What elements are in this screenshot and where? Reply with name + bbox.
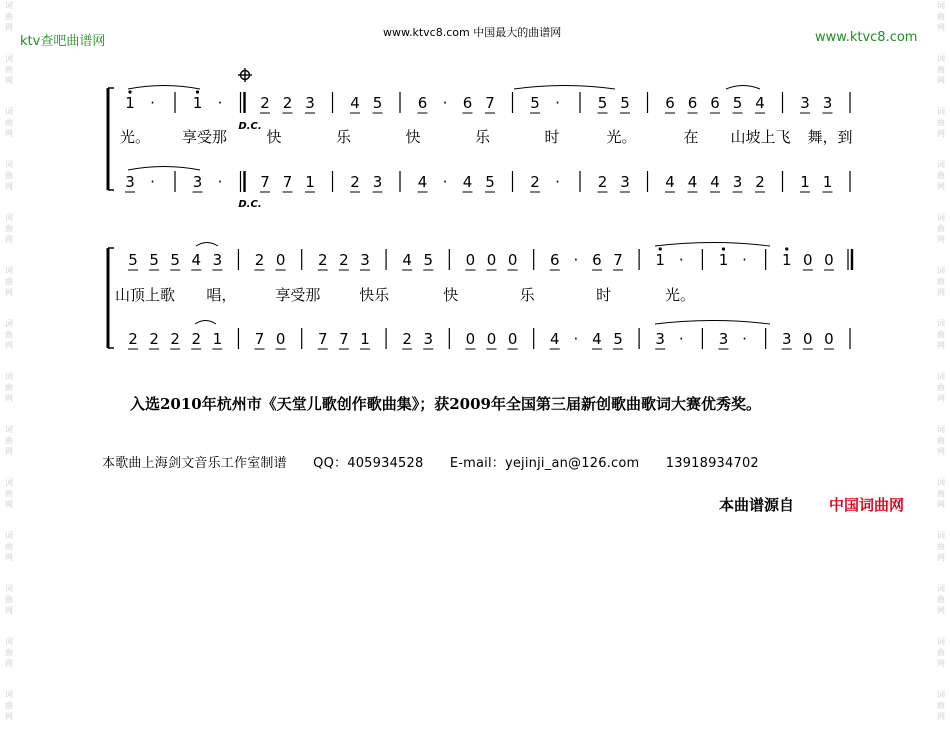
note: 5	[149, 251, 159, 269]
watermark-glyph: 曲	[5, 648, 13, 657]
watermark-glyph: 网	[937, 500, 945, 509]
watermark-glyph: 曲	[937, 118, 945, 127]
note-dot: ·	[217, 173, 223, 191]
note-dot: ·	[217, 94, 223, 112]
note: 3	[212, 251, 223, 269]
note: 2	[339, 251, 349, 269]
note: 0	[275, 330, 286, 348]
note: 7	[282, 173, 293, 191]
note: 2	[755, 173, 765, 191]
watermark-glyph: 网	[5, 76, 13, 85]
note: 1	[655, 251, 665, 269]
note: 2	[282, 94, 293, 112]
watermark-glyph: 网	[937, 447, 945, 456]
watermark-glyph: 词	[937, 319, 945, 328]
credits-qq: QQ：405934528	[313, 456, 424, 471]
watermark-glyph: 词	[5, 690, 13, 699]
note-dot: ·	[573, 330, 579, 348]
watermark-glyph: 曲	[937, 383, 945, 392]
watermark-glyph: 曲	[937, 330, 945, 339]
note: 0	[486, 330, 497, 348]
source-prefix: 本曲谱源自	[719, 496, 795, 514]
watermark-glyph: 网	[937, 235, 945, 244]
note: 2	[149, 330, 159, 348]
credits-line	[102, 452, 781, 471]
lyric: 时	[544, 128, 560, 146]
note: 0	[803, 330, 813, 348]
watermark-glyph: 网	[937, 553, 945, 562]
note: 2	[128, 330, 138, 348]
watermark-glyph: 网	[5, 553, 13, 562]
lyric: 光。	[606, 128, 637, 146]
watermark-glyph: 词	[5, 319, 13, 328]
note: 7	[318, 330, 328, 348]
note: 2	[597, 173, 608, 191]
watermark-glyph: 词	[5, 637, 13, 646]
high-octave-dot	[785, 247, 788, 250]
note: 2	[402, 330, 412, 348]
watermark-glyph: 词	[5, 160, 13, 169]
watermark-glyph: 曲	[937, 542, 945, 551]
note: 5	[372, 94, 383, 112]
note: 0	[824, 330, 834, 348]
note-dot: ·	[442, 94, 448, 112]
note: 5	[128, 251, 138, 269]
note: 4	[665, 173, 675, 191]
watermark-glyph: 网	[937, 712, 945, 721]
watermark-glyph: 词	[937, 584, 945, 593]
note: 3	[360, 251, 370, 269]
watermark-glyph: 词	[5, 425, 13, 434]
note: 2	[254, 251, 265, 269]
note: 1	[718, 251, 729, 269]
dc-mark: D.C.	[238, 199, 262, 210]
note: 5	[613, 330, 623, 348]
lyric: 快	[405, 128, 421, 146]
high-octave-dot	[128, 90, 131, 93]
watermark-glyph: 网	[937, 394, 945, 403]
note: 0	[803, 251, 813, 269]
note: 6	[687, 94, 698, 112]
watermark-glyph: 网	[937, 182, 945, 191]
watermark-glyph: 网	[5, 500, 13, 509]
note: 0	[507, 251, 518, 269]
note: 3	[800, 94, 810, 112]
high-octave-dot	[722, 247, 725, 250]
slur	[196, 243, 218, 247]
slur	[655, 321, 770, 325]
watermark-glyph: 曲	[5, 277, 13, 286]
lyric: 舞，到	[807, 128, 853, 146]
note: 1	[360, 330, 370, 348]
note: 5	[530, 94, 540, 112]
watermark-glyph: 网	[5, 341, 13, 350]
watermark-glyph: 网	[937, 129, 945, 138]
watermark-glyph: 曲	[5, 330, 13, 339]
note: 1	[192, 94, 203, 112]
watermark-glyph: 词	[5, 266, 13, 275]
note: 5	[597, 94, 608, 112]
note: 3	[655, 330, 665, 348]
watermark-glyph: 曲	[5, 542, 13, 551]
lyric: 乐	[474, 128, 491, 146]
watermark-glyph: 词	[5, 584, 13, 593]
note: 6	[462, 94, 473, 112]
note: 2	[170, 330, 180, 348]
note: 1	[800, 173, 810, 191]
slur	[195, 321, 216, 325]
note: 4	[592, 330, 602, 348]
note-dot: ·	[442, 173, 448, 191]
source-site-link[interactable]: 中国词曲网	[829, 496, 905, 514]
note: 0	[275, 251, 286, 269]
watermark-glyph: 曲	[5, 701, 13, 710]
note: 0	[465, 330, 476, 348]
note: 3	[192, 173, 203, 191]
watermark-glyph: 网	[5, 394, 13, 403]
note-dot: ·	[678, 251, 684, 269]
slur	[726, 86, 760, 90]
note-dot: ·	[150, 94, 155, 112]
note: 3	[125, 173, 135, 191]
note-dot: ·	[150, 173, 155, 191]
note: 1	[212, 330, 223, 348]
watermark-glyph: 网	[937, 288, 945, 297]
note-dot: ·	[678, 330, 684, 348]
note: 5	[485, 173, 495, 191]
watermark-glyph: 词	[5, 107, 13, 116]
watermark-glyph: 曲	[937, 65, 945, 74]
slur	[514, 86, 615, 90]
watermark-glyph: 网	[5, 129, 13, 138]
high-octave-dot	[196, 90, 199, 93]
watermark-glyph: 曲	[937, 171, 945, 180]
watermark-glyph: 词	[937, 160, 945, 169]
watermark-glyph: 词	[937, 266, 945, 275]
lyric: 在	[683, 128, 699, 146]
watermark-glyph: 词	[937, 690, 945, 699]
watermark-glyph: 词	[937, 478, 945, 487]
watermark-glyph: 曲	[5, 224, 13, 233]
watermark-glyph: 网	[937, 76, 945, 85]
watermark-glyph: 曲	[5, 65, 13, 74]
credits-email[interactable]: E-mail：yejinji_an@126.com	[449, 456, 640, 471]
watermark-glyph: 曲	[5, 171, 13, 180]
watermark-glyph: 曲	[5, 12, 13, 21]
watermark-glyph: 词	[937, 372, 945, 381]
watermark-glyph: 词	[5, 372, 13, 381]
dc-mark: D.C.	[238, 121, 262, 132]
lyric: 享受那	[181, 128, 228, 146]
watermark-glyph: 曲	[937, 12, 945, 21]
high-octave-dot	[659, 247, 662, 250]
note: 1	[822, 173, 833, 191]
slur	[128, 167, 200, 171]
watermark-glyph: 网	[5, 659, 13, 668]
watermark-glyph: 词	[5, 54, 13, 63]
watermark-glyph: 网	[5, 235, 13, 244]
note: 1	[305, 173, 315, 191]
note: 5	[620, 94, 630, 112]
site-banner[interactable]: www.ktvc8.com 中国最大的曲谱网	[383, 26, 562, 39]
note: 2	[260, 94, 270, 112]
watermark-glyph: 网	[5, 182, 13, 191]
note-dot: ·	[742, 251, 747, 269]
note-dot: ·	[742, 330, 747, 348]
watermark-glyph: 词	[937, 1, 945, 10]
credits-maker: 本歌曲上海剑文音乐工作室制谱	[102, 456, 287, 471]
watermark-glyph: 网	[5, 23, 13, 32]
watermark-glyph: 网	[5, 606, 13, 615]
lyric: 乐	[335, 128, 352, 146]
note: 3	[372, 173, 383, 191]
note: 4	[710, 173, 720, 191]
watermark-glyph: 曲	[937, 648, 945, 657]
lyric: 享受那	[275, 286, 321, 304]
lyric: 快	[443, 286, 459, 304]
note: 7	[260, 173, 270, 191]
lyric: 光。	[119, 128, 151, 146]
note: 0	[507, 330, 518, 348]
watermark-glyph: 词	[5, 531, 13, 540]
lyric: 乐	[519, 286, 535, 304]
note: 3	[620, 173, 630, 191]
slur	[655, 243, 770, 247]
note: 5	[423, 251, 434, 269]
note: 4	[755, 94, 765, 112]
note: 6	[592, 251, 602, 269]
slur	[128, 86, 200, 90]
lyric: 唱，	[206, 286, 237, 304]
note: 2	[350, 173, 360, 191]
note: 3	[423, 330, 434, 348]
watermark-glyph: 曲	[5, 595, 13, 604]
note: 4	[687, 173, 698, 191]
note: 1	[781, 251, 792, 269]
note: 6	[417, 94, 428, 112]
watermark-glyph: 词	[5, 1, 13, 10]
site-url-right[interactable]: www.ktvc8.com	[815, 30, 918, 45]
note: 4	[402, 251, 412, 269]
note: 5	[732, 94, 743, 112]
note: 2	[530, 173, 540, 191]
watermark-glyph: 曲	[937, 277, 945, 286]
watermark-glyph: 词	[937, 425, 945, 434]
watermark-glyph: 曲	[937, 224, 945, 233]
note: 0	[486, 251, 497, 269]
watermark-glyph: 网	[937, 341, 945, 350]
note: 6	[549, 251, 560, 269]
note: 4	[417, 173, 428, 191]
watermark-glyph: 曲	[5, 489, 13, 498]
note: 3	[822, 94, 833, 112]
watermark-glyph: 曲	[937, 701, 945, 710]
note: 7	[339, 330, 349, 348]
note-dot: ·	[555, 173, 560, 191]
note: 7	[254, 330, 265, 348]
watermark-glyph: 曲	[5, 436, 13, 445]
note: 2	[191, 330, 202, 348]
note: 7	[613, 251, 623, 269]
note: 7	[485, 94, 495, 112]
note-dot: ·	[555, 94, 560, 112]
award-note: 入选2010年杭州市《天堂儿歌创作歌曲集》；获2009年全国第三届新创歌曲歌词大赛优秀奖。	[130, 395, 761, 413]
lyric: 光。	[664, 286, 696, 304]
watermark-glyph: 曲	[937, 595, 945, 604]
watermark-glyph: 词	[5, 213, 13, 222]
lyric: 时	[596, 286, 612, 304]
lyric: 快乐	[359, 286, 390, 304]
watermark-glyph: 曲	[937, 489, 945, 498]
lyric: 山坡上飞	[730, 128, 791, 146]
note: 4	[549, 330, 560, 348]
watermark-glyph: 词	[5, 478, 13, 487]
note: 4	[350, 94, 360, 112]
note: 4	[191, 251, 202, 269]
watermark-glyph: 曲	[5, 118, 13, 127]
note: 1	[125, 94, 135, 112]
lyric: 山顶上歌	[114, 286, 176, 304]
note: 0	[824, 251, 834, 269]
note: 0	[465, 251, 476, 269]
note-dot: ·	[573, 251, 579, 269]
lyric: 快	[266, 128, 282, 146]
note: 6	[710, 94, 720, 112]
note: 2	[318, 251, 328, 269]
note: 3	[305, 94, 315, 112]
note: 5	[170, 251, 180, 269]
watermark-glyph: 网	[5, 288, 13, 297]
watermark-glyph: 网	[5, 712, 13, 721]
watermark-glyph: 网	[937, 606, 945, 615]
note: 6	[665, 94, 675, 112]
watermark-glyph: 词	[937, 531, 945, 540]
note: 3	[718, 330, 729, 348]
watermark-glyph: 网	[5, 447, 13, 456]
watermark-glyph: 词	[937, 107, 945, 116]
watermark-glyph: 网	[937, 659, 945, 668]
watermark-glyph: 曲	[937, 436, 945, 445]
watermark-glyph: 词	[937, 213, 945, 222]
site-name-left[interactable]: ktv查吧曲谱网	[20, 34, 106, 49]
watermark-glyph: 网	[937, 23, 945, 32]
note: 4	[462, 173, 473, 191]
note: 3	[732, 173, 743, 191]
credits-phone: 13918934702	[665, 456, 759, 471]
watermark-glyph: 曲	[5, 383, 13, 392]
watermark-glyph: 词	[937, 637, 945, 646]
note: 3	[781, 330, 792, 348]
watermark-glyph: 词	[937, 54, 945, 63]
